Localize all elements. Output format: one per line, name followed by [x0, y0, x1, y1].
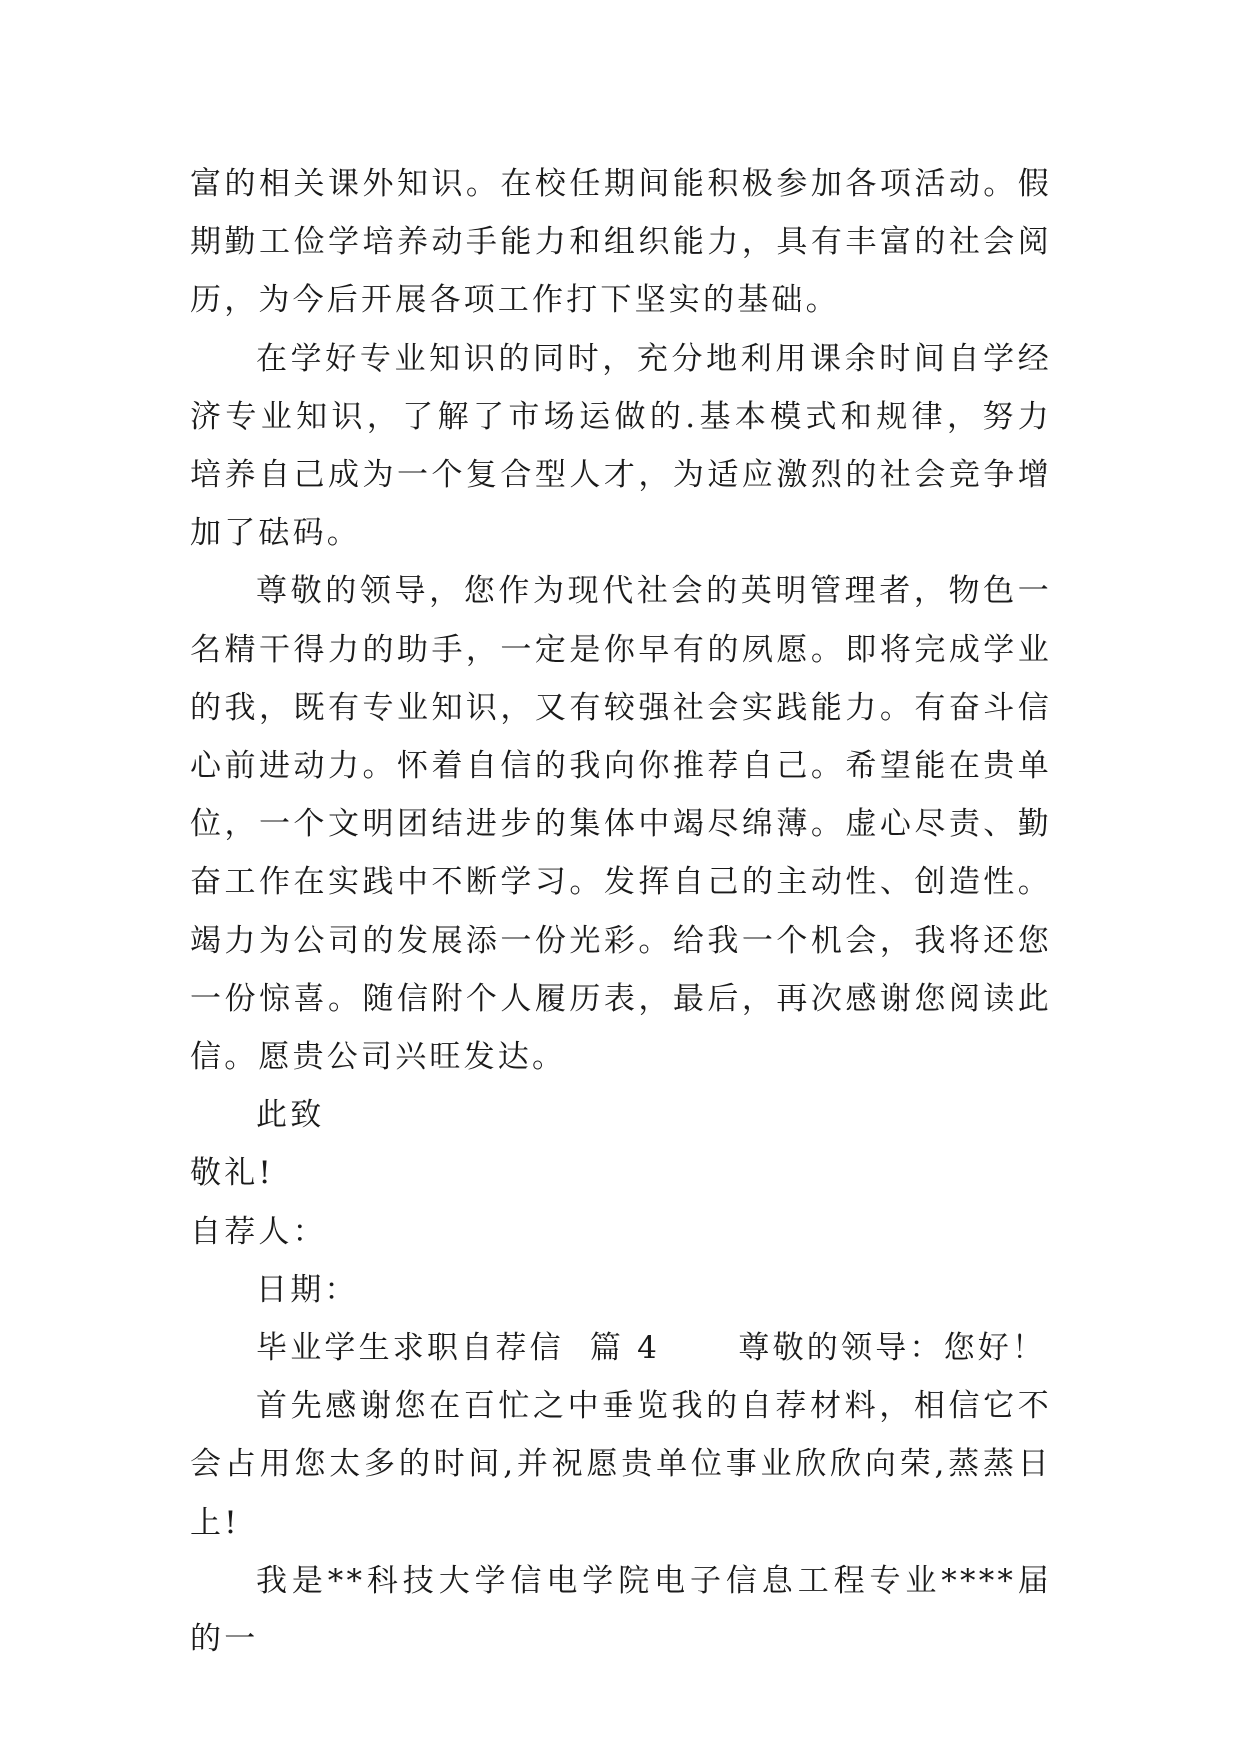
- paragraph-introduction: 我是**科技大学信电学院电子信息工程专业****届的一: [190, 1562, 1052, 1658]
- paragraph-thanks: 首先感谢您在百忙之中垂览我的自荐材料，相信它不会占用您太多的时间,并祝愿贵单位事业欣欣向荣,蒸蒸日上!: [190, 1388, 1052, 1541]
- letter-body: [190, 155, 1052, 1668]
- closing-salute: 敬礼!: [190, 1155, 275, 1192]
- section-heading-4: 毕业学生求职自荐信 篇 4 尊敬的领导：您好！: [256, 1330, 1047, 1367]
- paragraph-activities: 富的相关课外知识。在校任期间能积极参加各项活动。假期勤工俭学培养动手能力和组织能力，具有丰富的社会阅历，为今后开展各项工作打下坚实的基础。: [190, 166, 1052, 319]
- signature-label: 自荐人：: [190, 1213, 327, 1250]
- closing-greeting: 此致: [256, 1097, 325, 1134]
- paragraph-recommendation: 尊敬的领导，您作为现代社会的英明管理者，物色一名精干得力的助手，一定是你早有的夙愿。即将完成学业的我，既有专业知识，又有较强社会实践能力。有奋斗信心前进动力。怀着自信的我向你推荐自己。希望能在贵单位，一个文明团结进步的集体中竭尽绵薄。虚心尽责、勤奋工作在实践中不断学习。发挥自己的主动性、创造性。竭力为公司的发展添一份光彩。给我一个机会，我将还您一份惊喜。随信附个人履历表，最后，再次感谢您阅读此信。愿贵公司兴旺发达。: [190, 573, 1052, 1076]
- date-label: 日期：: [256, 1271, 359, 1308]
- paragraph-self-study: 在学好专业知识的同时，充分地利用课余时间自学经济专业知识，了解了市场运做的.基本模式和规律，努力培养自己成为一个复合型人才，为适应激烈的社会竞争增加了砝码。: [190, 340, 1052, 552]
